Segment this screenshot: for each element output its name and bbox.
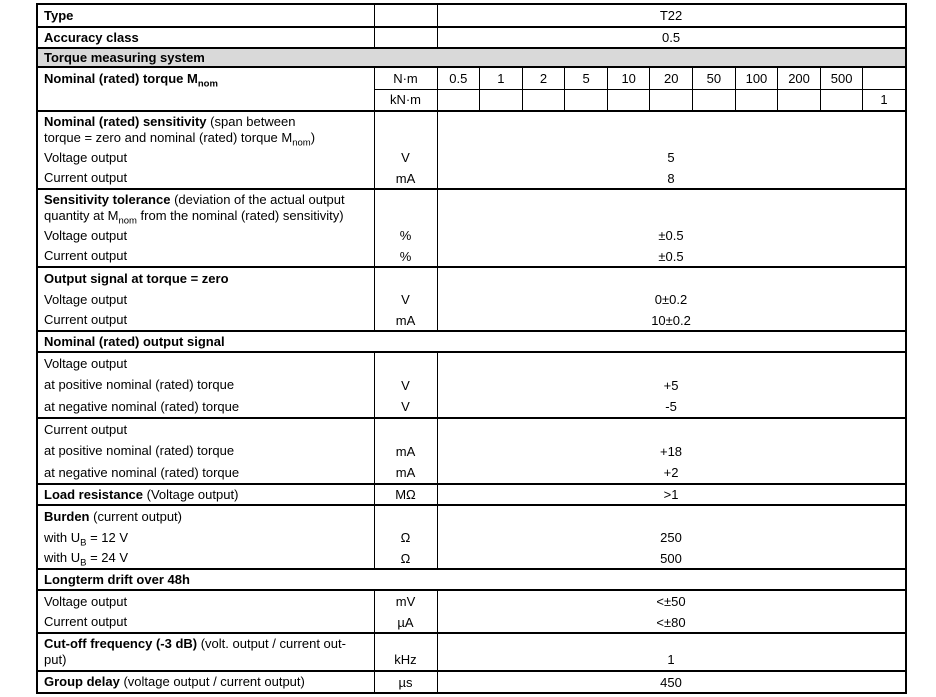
text-segment: from the nominal (rated) sensitivity) bbox=[136, 207, 344, 223]
text-segment: Voltage output bbox=[44, 355, 128, 371]
group-delay-label bbox=[37, 671, 374, 693]
text-segment: Group delay bbox=[44, 674, 120, 689]
text-segment: = 24 V bbox=[86, 550, 129, 565]
cutoff-frequency-row bbox=[37, 633, 906, 671]
nominal-torque-knm-unit: kN·m bbox=[374, 89, 437, 111]
text-segment: Output signal at torque = zero bbox=[44, 270, 229, 286]
text-segment: (Voltage output) bbox=[143, 486, 239, 502]
burden-12v-label bbox=[37, 527, 374, 548]
text-segment: put) bbox=[44, 652, 67, 667]
sensitivity-current-output-value: 8 bbox=[437, 168, 906, 189]
load-resistance-row bbox=[37, 484, 906, 505]
current-negative-torque-row bbox=[37, 462, 906, 484]
text-segment: Voltage output bbox=[44, 227, 128, 243]
output-zero-voltage-label bbox=[37, 289, 374, 310]
output-zero-current-unit: mA bbox=[374, 310, 437, 331]
text-segment: torque = zero and nominal (rated) torque M bbox=[44, 129, 293, 145]
tolerance-header-value bbox=[437, 189, 906, 225]
voltage-negative-torque-value: -5 bbox=[437, 396, 906, 418]
nominal-torque-nm-col-1: 1 bbox=[480, 67, 523, 89]
sensitivity-header-unit bbox=[374, 111, 437, 147]
text-segment: Current output bbox=[44, 421, 128, 437]
accuracy-class-value: 0.5 bbox=[437, 27, 906, 48]
voltage-negative-torque-unit: V bbox=[374, 396, 437, 418]
longterm-drift-label bbox=[37, 569, 906, 590]
drift-current-output-unit: µA bbox=[374, 612, 437, 633]
type-row bbox=[37, 4, 906, 27]
burden-24v-row bbox=[37, 548, 906, 569]
tolerance-voltage-output-label bbox=[37, 225, 374, 246]
text-segment: Voltage output bbox=[44, 593, 128, 609]
burden-header-row bbox=[37, 505, 906, 527]
type-label bbox=[37, 4, 374, 27]
nominal-torque-knm-col-5 bbox=[650, 89, 693, 111]
current-positive-torque-value: +18 bbox=[437, 440, 906, 462]
tolerance-header-label bbox=[37, 189, 374, 225]
voltage-output-subheader-unit bbox=[374, 352, 437, 374]
text-segment: at negative nominal (rated) torque bbox=[44, 464, 240, 480]
current-negative-torque-label bbox=[37, 462, 374, 484]
torque-measuring-system-label bbox=[37, 48, 906, 67]
voltage-positive-torque-value: +5 bbox=[437, 374, 906, 396]
burden-12v-row bbox=[37, 527, 906, 548]
text-segment: Burden bbox=[44, 508, 90, 524]
voltage-positive-torque-unit: V bbox=[374, 374, 437, 396]
voltage-output-subheader-row bbox=[37, 352, 906, 374]
nominal-torque-nm-col-2: 2 bbox=[522, 67, 565, 89]
current-positive-torque-row bbox=[37, 440, 906, 462]
longterm-drift-row bbox=[37, 569, 906, 590]
load-resistance-unit: MΩ bbox=[374, 484, 437, 505]
text-segment: (current output) bbox=[89, 508, 182, 524]
sensitivity-header-label bbox=[37, 111, 374, 147]
tolerance-voltage-output-row bbox=[37, 225, 906, 246]
voltage-negative-torque-label bbox=[37, 396, 374, 418]
text-segment: quantity at M bbox=[44, 207, 119, 223]
burden-12v-unit: Ω bbox=[374, 527, 437, 548]
output-zero-header-unit bbox=[374, 267, 437, 289]
nominal-torque-knm-col-2 bbox=[522, 89, 565, 111]
drift-current-output-label bbox=[37, 612, 374, 633]
text-segment: Accuracy class bbox=[44, 29, 139, 45]
output-zero-voltage-row bbox=[37, 289, 906, 310]
tolerance-header-unit bbox=[374, 189, 437, 225]
nominal-torque-knm-col-7 bbox=[735, 89, 778, 111]
text-segment: Current output bbox=[44, 312, 128, 327]
nominal-torque-knm-col-8 bbox=[778, 89, 821, 111]
text-segment: Current output bbox=[44, 170, 128, 185]
nominal-torque-nm-col-0: 0.5 bbox=[437, 67, 480, 89]
nominal-torque-nm-label bbox=[37, 67, 374, 111]
text-segment: = 12 V bbox=[86, 529, 129, 545]
nominal-torque-nm-col-3: 5 bbox=[565, 67, 608, 89]
output-zero-current-row bbox=[37, 310, 906, 331]
group-delay-row bbox=[37, 671, 906, 693]
type-value: T22 bbox=[437, 4, 906, 27]
sensitivity-current-output-unit: mA bbox=[374, 168, 437, 189]
sensitivity-current-output-label bbox=[37, 168, 374, 189]
voltage-output-subheader-value bbox=[437, 352, 906, 374]
current-output-subheader-label bbox=[37, 418, 374, 440]
drift-voltage-output-unit: mV bbox=[374, 590, 437, 612]
text-segment: B bbox=[80, 537, 87, 548]
voltage-positive-torque-label bbox=[37, 374, 374, 396]
text-segment: nom bbox=[197, 78, 218, 90]
output-zero-voltage-value: 0±0.2 bbox=[437, 289, 906, 310]
output-zero-current-label bbox=[37, 310, 374, 331]
voltage-positive-torque-row bbox=[37, 374, 906, 396]
text-segment: Sensitivity tolerance bbox=[44, 191, 171, 207]
text-segment: Nominal (rated) torque M bbox=[44, 71, 198, 86]
tolerance-voltage-output-unit: % bbox=[374, 225, 437, 246]
output-zero-voltage-unit: V bbox=[374, 289, 437, 310]
burden-header-unit bbox=[374, 505, 437, 527]
text-segment: Voltage output bbox=[44, 149, 128, 165]
burden-header-label bbox=[37, 505, 374, 527]
cutoff-frequency-label bbox=[37, 633, 374, 671]
nominal-torque-nm-col-8: 200 bbox=[778, 67, 821, 89]
nominal-torque-knm-col-10: 1 bbox=[863, 89, 906, 111]
text-segment: Torque measuring system bbox=[44, 50, 205, 65]
tolerance-current-output-label bbox=[37, 246, 374, 267]
output-zero-header-row bbox=[37, 267, 906, 289]
sensitivity-header-value bbox=[437, 111, 906, 147]
text-segment: Current output bbox=[44, 614, 128, 629]
burden-24v-label bbox=[37, 548, 374, 569]
output-zero-header-label bbox=[37, 267, 374, 289]
current-output-subheader-value bbox=[437, 418, 906, 440]
text-segment: Nominal (rated) sensitivity bbox=[44, 113, 207, 129]
voltage-negative-torque-row bbox=[37, 396, 906, 418]
text-segment: (span between bbox=[206, 113, 296, 129]
text-segment: with U bbox=[44, 529, 81, 545]
burden-header-value bbox=[437, 505, 906, 527]
type-unit bbox=[374, 4, 437, 27]
current-negative-torque-value: +2 bbox=[437, 462, 906, 484]
nominal-torque-nm-row bbox=[37, 67, 906, 89]
group-delay-unit: µs bbox=[374, 671, 437, 693]
text-segment: Current output bbox=[44, 248, 128, 263]
spec-table bbox=[36, 3, 907, 694]
load-resistance-label bbox=[37, 484, 374, 505]
nominal-torque-nm-col-9: 500 bbox=[820, 67, 863, 89]
sensitivity-voltage-output-value: 5 bbox=[437, 147, 906, 168]
text-segment: at negative nominal (rated) torque bbox=[44, 398, 240, 414]
nominal-torque-nm-unit: N·m bbox=[374, 67, 437, 89]
text-segment: Voltage output bbox=[44, 291, 128, 307]
drift-current-output-value: <±80 bbox=[437, 612, 906, 633]
accuracy-class-label bbox=[37, 27, 374, 48]
current-positive-torque-label bbox=[37, 440, 374, 462]
torque-measuring-system-row bbox=[37, 48, 906, 67]
text-segment: nom bbox=[118, 215, 137, 225]
sensitivity-voltage-output-label bbox=[37, 147, 374, 168]
drift-current-output-row bbox=[37, 612, 906, 633]
nominal-torque-nm-col-10 bbox=[863, 67, 906, 89]
drift-voltage-output-row bbox=[37, 590, 906, 612]
burden-12v-value: 250 bbox=[437, 527, 906, 548]
sensitivity-header-row bbox=[37, 111, 906, 147]
nominal-torque-knm-col-9 bbox=[820, 89, 863, 111]
current-negative-torque-unit: mA bbox=[374, 462, 437, 484]
current-positive-torque-unit: mA bbox=[374, 440, 437, 462]
drift-voltage-output-value: <±50 bbox=[437, 590, 906, 612]
text-segment: (deviation of the actual output bbox=[170, 191, 345, 207]
text-segment: Type bbox=[44, 7, 74, 23]
tolerance-voltage-output-value: ±0.5 bbox=[437, 225, 906, 246]
nominal-output-signal-label bbox=[37, 331, 906, 352]
sensitivity-voltage-output-unit: V bbox=[374, 147, 437, 168]
nominal-torque-nm-col-6: 50 bbox=[693, 67, 736, 89]
tolerance-header-row bbox=[37, 189, 906, 225]
burden-24v-unit: Ω bbox=[374, 548, 437, 569]
tolerance-current-output-value: ±0.5 bbox=[437, 246, 906, 267]
tolerance-current-output-row bbox=[37, 246, 906, 267]
accuracy-class-unit bbox=[374, 27, 437, 48]
cutoff-frequency-value: 1 bbox=[437, 633, 906, 671]
nominal-torque-knm-col-3 bbox=[565, 89, 608, 111]
text-segment: (volt. output / current out- bbox=[197, 636, 346, 651]
output-zero-current-value: 10±0.2 bbox=[437, 310, 906, 331]
sensitivity-current-output-row bbox=[37, 168, 906, 189]
sensitivity-voltage-output-row bbox=[37, 147, 906, 168]
nominal-torque-nm-col-7: 100 bbox=[735, 67, 778, 89]
nominal-torque-knm-col-6 bbox=[693, 89, 736, 111]
output-zero-header-value bbox=[437, 267, 906, 289]
current-output-subheader-unit bbox=[374, 418, 437, 440]
accuracy-class-row bbox=[37, 27, 906, 48]
burden-24v-value: 500 bbox=[437, 548, 906, 569]
cutoff-frequency-unit: kHz bbox=[374, 633, 437, 671]
text-segment: at positive nominal (rated) torque bbox=[44, 443, 235, 458]
nominal-torque-knm-col-4 bbox=[607, 89, 650, 111]
text-segment: (voltage output / current output) bbox=[119, 674, 305, 689]
text-segment: Load resistance bbox=[44, 486, 143, 502]
nominal-output-signal-row bbox=[37, 331, 906, 352]
nominal-torque-knm-col-0 bbox=[437, 89, 480, 111]
text-segment: B bbox=[80, 557, 87, 569]
text-segment: Cut-off frequency (-3 dB) bbox=[44, 636, 198, 651]
text-segment: at positive nominal (rated) torque bbox=[44, 377, 235, 392]
nominal-torque-nm-col-4: 10 bbox=[607, 67, 650, 89]
tolerance-current-output-unit: % bbox=[374, 246, 437, 267]
text-segment: nom bbox=[292, 137, 311, 147]
text-segment: Nominal (rated) output signal bbox=[44, 334, 225, 349]
text-segment: ) bbox=[310, 129, 316, 145]
group-delay-value: 450 bbox=[437, 671, 906, 693]
nominal-torque-nm-col-5: 20 bbox=[650, 67, 693, 89]
nominal-torque-knm-col-1 bbox=[480, 89, 523, 111]
text-segment: Longterm drift over 48h bbox=[44, 572, 190, 587]
drift-voltage-output-label bbox=[37, 590, 374, 612]
voltage-output-subheader-label bbox=[37, 352, 374, 374]
current-output-subheader-row bbox=[37, 418, 906, 440]
text-segment: with U bbox=[44, 550, 81, 565]
load-resistance-value: >1 bbox=[437, 484, 906, 505]
